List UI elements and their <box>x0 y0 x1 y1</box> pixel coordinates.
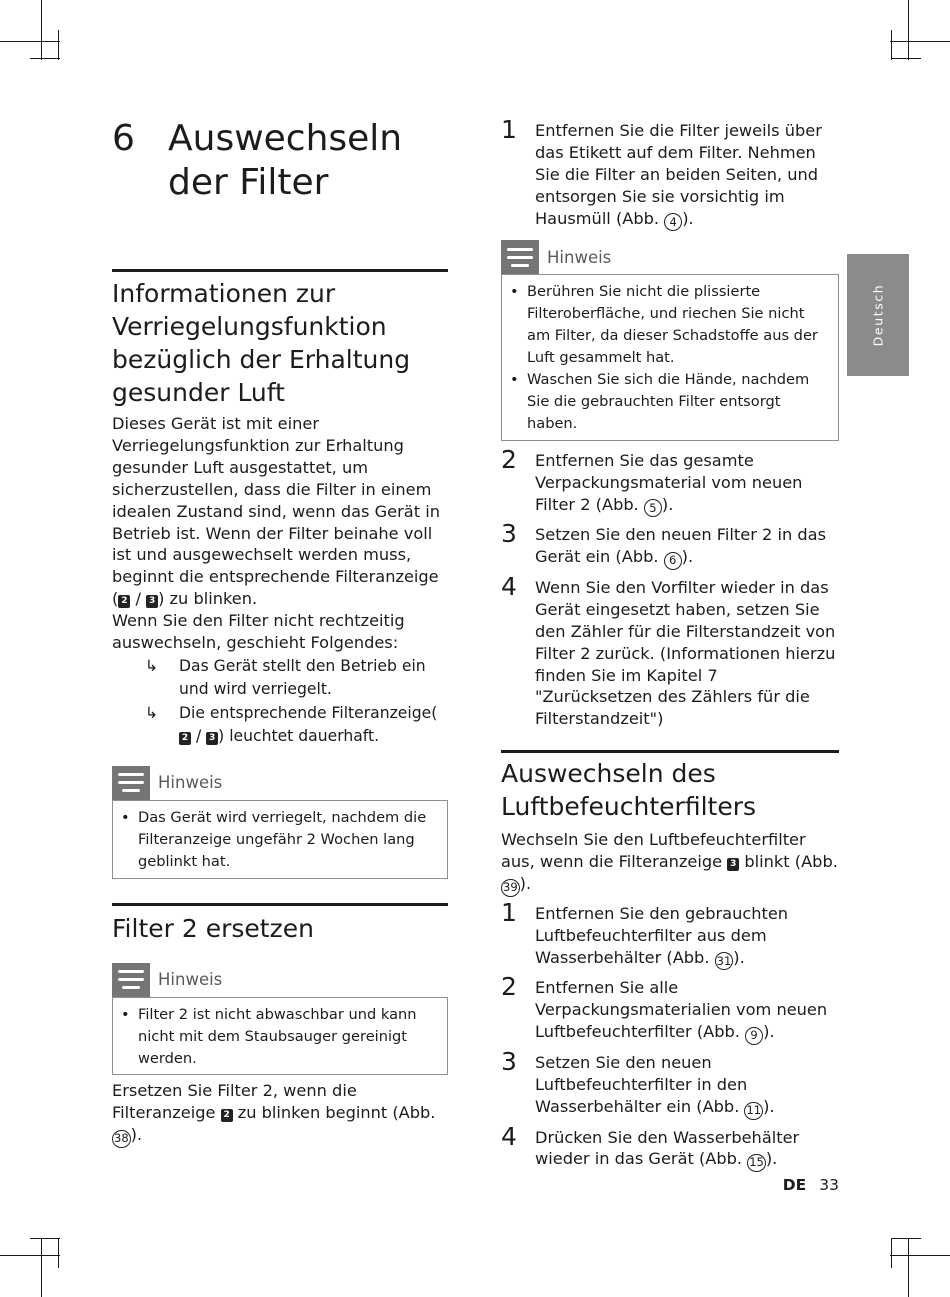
crop-mark <box>891 1238 892 1268</box>
crop-mark <box>0 1255 60 1256</box>
crop-mark <box>908 1238 909 1297</box>
figure-reference: 31 <box>715 952 734 970</box>
note-block <box>501 240 839 440</box>
note-header <box>501 240 839 274</box>
note-block <box>112 963 448 1076</box>
step-number: 4 <box>501 1121 517 1151</box>
note-item: • Filter 2 ist nicht abwaschbar und kann nicht mit dem Staubsauger gereinigt werden. <box>121 1005 417 1067</box>
note-box <box>112 997 448 1076</box>
page-number: 33 <box>819 1176 839 1194</box>
step-number: 2 <box>501 972 517 1002</box>
section-title: Filter 2 ersetzen <box>112 913 314 943</box>
chapter-heading <box>112 117 448 205</box>
filter-2-indicator-icon: 2 <box>179 732 191 745</box>
right-column <box>501 110 839 1172</box>
paragraph: Ersetzen Sie Filter 2, wenn die Filteranzeige 2 zu blinken beginnt (Abb. 38 ). <box>112 1080 448 1148</box>
crop-mark <box>41 0 42 60</box>
result-item: ↳ Das Gerät stellt den Betrieb ein und wird verriegelt. <box>112 655 448 702</box>
step-number: 3 <box>501 519 517 549</box>
result-item: ↳ Die entsprechende Filteranzeige(2 / 3 ) leuchtet dauerhaft. <box>112 702 448 749</box>
step-item: 1 Entfernen Sie die Filter jeweils über das Etikett auf dem Filter. Nehmen Sie die Filter an beiden Seiten, und entsorgen Sie sie vorsichtig im Hausmüll (Abb. 4 ). <box>501 117 839 231</box>
filter-3-indicator-icon: 3 <box>146 595 158 608</box>
figure-reference: 4 <box>664 213 682 231</box>
note-icon <box>501 240 539 274</box>
step-item: 1 Entfernen Sie den gebrauchten Luftbefeuchterfilter aus dem Wasserbehälter (Abb. 31 ). <box>501 900 839 971</box>
crop-mark <box>908 0 909 60</box>
note-label: Hinweis <box>547 247 612 267</box>
figure-reference: 39 <box>501 879 520 897</box>
crop-mark <box>30 1238 60 1239</box>
filter-2-indicator-icon: 2 <box>221 1109 233 1122</box>
section-rule <box>112 903 448 906</box>
language-tab-label: Deutsch <box>870 283 886 347</box>
figure-reference: 6 <box>664 552 682 570</box>
crop-mark <box>891 58 921 59</box>
filter-2-indicator-icon: 2 <box>118 595 130 608</box>
language-tab <box>847 254 909 376</box>
crop-mark <box>890 1255 950 1256</box>
crop-mark <box>58 1238 59 1268</box>
section-rule <box>501 750 839 753</box>
note-item: • Berühren Sie nicht die plissierte Filteroberfläche, und riechen Sie nicht am Filter, da dieser Schadstoffe aus der Luft gesammelt hat. <box>510 283 818 367</box>
step-item: 3 Setzen Sie den neuen Luftbefeuchterfilter in den Wasserbehälter ein (Abb. 11 ). <box>501 1049 839 1120</box>
step-number: 1 <box>501 115 517 144</box>
note-label: Hinweis <box>158 970 223 990</box>
crop-mark <box>0 41 60 42</box>
section-title: Informationen zur Verriegelungsfunktion bezüglich der Erhaltung gesunder Luft <box>112 279 411 407</box>
note-item: • Waschen Sie sich die Hände, nachdem Sie die gebrauchten Filter entsorgt haben. <box>510 371 810 432</box>
step-item: 2 Entfernen Sie das gesamte Verpackungsmaterial vom neuen Filter 2 (Abb. 5 ). <box>501 447 839 518</box>
crop-mark <box>891 30 892 60</box>
crop-mark <box>41 1238 42 1297</box>
figure-reference: 11 <box>744 1102 763 1120</box>
paragraph: Dieses Gerät ist mit einer Verriegelungsfunktion zur Erhaltung gesunder Luft ausgestattet, um sicherzustellen, dass die Filter in einem idealen Zustand sind, wenn das Gerät in Betrieb ist. Wenn der Filter beinahe voll ist und ausgewechselt werden muss, beginnt die entsprechende Filteranzeige ( 2 / 3 ) zu blinken. <box>112 414 440 609</box>
note-header <box>112 963 448 997</box>
step-number: 4 <box>501 571 517 601</box>
figure-reference: 15 <box>747 1154 766 1172</box>
note-label: Hinweis <box>158 773 223 793</box>
note-icon <box>112 963 150 997</box>
left-column <box>112 110 448 1148</box>
filter-3-indicator-icon: 3 <box>206 732 218 745</box>
paragraph: Wechseln Sie den Luftbefeuchterfilter aus, wenn die Filteranzeige 3 blinkt (Abb. 39 ). <box>501 829 839 897</box>
figure-reference: 9 <box>745 1027 763 1045</box>
figure-reference: 5 <box>644 499 662 517</box>
chapter-title: Auswechseln der Filter <box>168 118 403 203</box>
crop-mark <box>891 1238 921 1239</box>
filter-3-indicator-icon: 3 <box>727 858 739 871</box>
section-rule <box>112 269 448 272</box>
figure-reference: 38 <box>112 1130 131 1148</box>
step-number: 1 <box>501 897 517 927</box>
step-item: 4 Drücken Sie den Wasserbehälter wieder in das Gerät (Abb. 15 ). <box>501 1124 839 1173</box>
step-item: 2 Entfernen Sie alle Verpackungsmaterialien vom neuen Luftbefeuchterfilter (Abb. 9 ). <box>501 974 839 1045</box>
footer-language: DE <box>782 1176 807 1194</box>
step-number: 3 <box>501 1046 517 1076</box>
section-title: Auswechseln des Luftbefeuchterfilters <box>501 759 757 822</box>
note-box <box>501 274 839 440</box>
crop-mark <box>58 30 59 60</box>
paragraph: Wenn Sie den Filter nicht rechtzeitig auswechseln, geschieht Folgendes: <box>112 611 405 653</box>
crop-mark <box>30 58 60 59</box>
step-item: 4 Wenn Sie den Vorfilter wieder in das Gerät eingesetzt haben, setzen Sie den Zähler für die Filterstandzeit von Filter 2 zurück. (Informationen hierzu finden Sie im Kapitel 7 "Zurücksetzen des Zählers für die Filterstandzeit") <box>501 571 836 729</box>
step-number: 2 <box>501 444 517 474</box>
step-item: 3 Setzen Sie den neuen Filter 2 in das Gerät ein (Abb. 6 ). <box>501 521 839 570</box>
note-item: • Das Gerät wird verriegelt, nachdem die Filteranzeige ungefähr 2 Wochen lang geblinkt hat. <box>121 808 427 870</box>
crop-mark <box>890 41 950 42</box>
note-header <box>112 766 448 800</box>
note-block <box>112 766 448 879</box>
page-footer <box>783 1176 839 1194</box>
result-arrow-icon: ↳ <box>145 656 159 675</box>
result-arrow-icon: ↳ <box>145 703 159 722</box>
note-box <box>112 800 448 879</box>
note-icon <box>112 766 150 800</box>
chapter-number: 6 <box>112 118 135 159</box>
